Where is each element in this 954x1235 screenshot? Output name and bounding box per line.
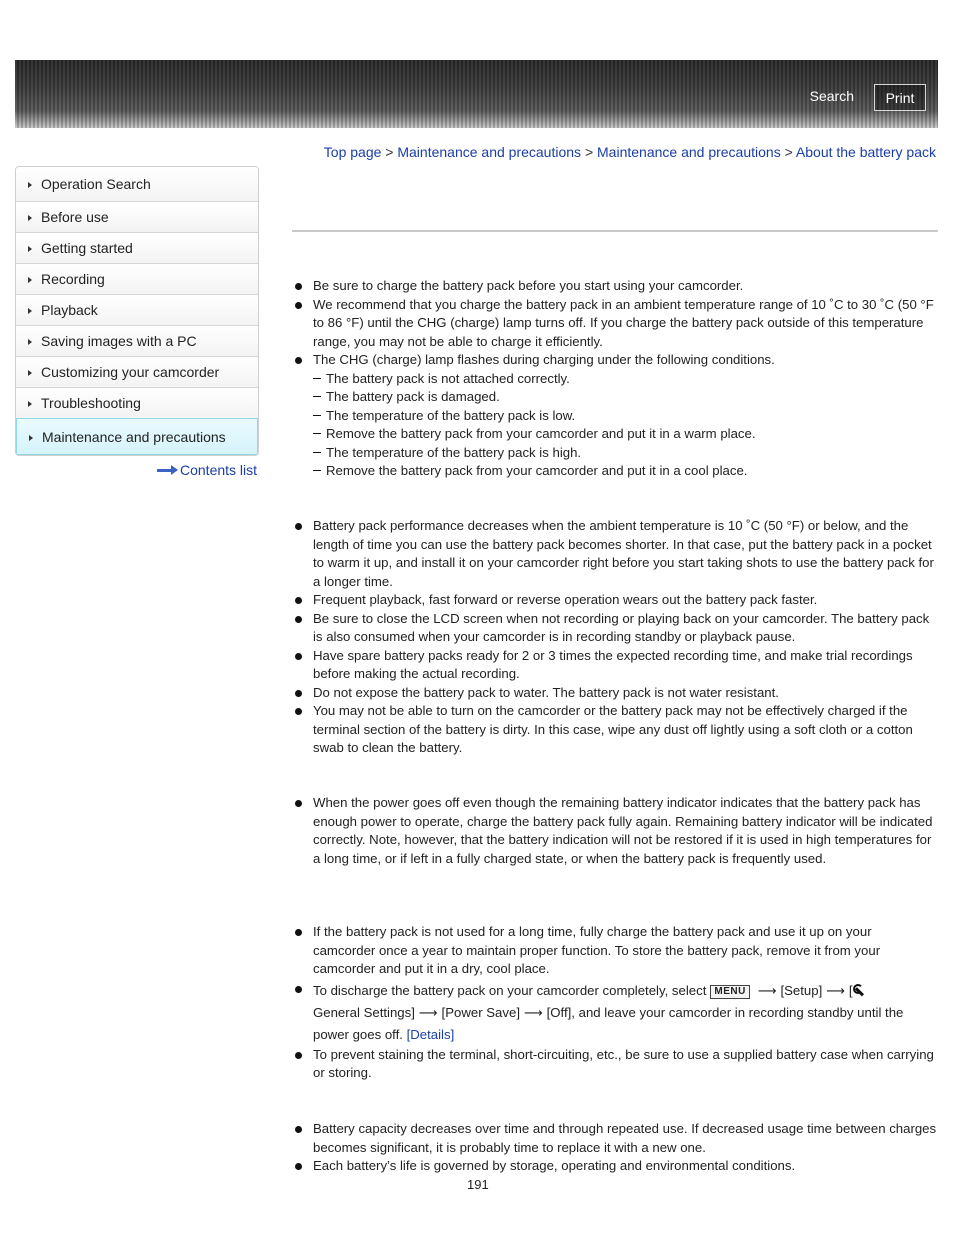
- sidebar-item-maintenance[interactable]: [16, 418, 258, 455]
- list-item: If the battery pack is not used for a long time, fully charge the battery pack and use it up on your camcorder once a year to maintain proper function. To store the battery pack, remove it from your camcorder and put it in a dry, cool place.: [292, 923, 937, 979]
- section-battery-indicator: [292, 794, 937, 868]
- sidebar-item-label: Customizing your camcorder: [41, 364, 220, 380]
- sidebar-item-label: Saving images with a PC: [41, 333, 197, 349]
- arrow-right-icon: ⟶: [757, 982, 777, 998]
- sidebar-item-operation-search[interactable]: [16, 167, 258, 201]
- list-item: Do not expose the battery pack to water. The battery pack is not water resistant.: [292, 684, 937, 703]
- sub-list-item: The battery pack is not attached correctly.: [292, 370, 937, 389]
- sidebar-item-customizing[interactable]: [16, 356, 258, 387]
- sidebar-item-before-use[interactable]: [16, 201, 258, 232]
- text: To discharge the battery pack on your camcorder completely, select: [313, 982, 707, 998]
- breadcrumb-maintenance-1[interactable]: Maintenance and precautions: [397, 144, 582, 160]
- details-link[interactable]: [Details]: [406, 1026, 455, 1042]
- sidebar-item-recording[interactable]: [16, 263, 258, 294]
- arrow-right-icon: ⟶: [523, 1004, 543, 1020]
- wrench-icon: [853, 984, 865, 996]
- triangle-right-icon: [28, 182, 32, 188]
- list-item: Battery capacity decreases over time and through repeated use. If decreased usage time between charges becomes significant, it is probably time to replace it with a new one.: [292, 1120, 937, 1157]
- list-item: Battery pack performance decreases when the ambient temperature is 10 ˚C (50 °F) or below, and the length of time you can use the battery pack becomes shorter. In that case, put the battery pack in a pocket to warm it up, and install it on your camcorder right before you start taking shots to use the battery pack for a longer time.: [292, 517, 937, 591]
- sub-list-item: Remove the battery pack from your camcorder and put it in a cool place.: [292, 462, 937, 481]
- text: [Off], and leave your camcorder in recording standby until the power goes off.: [313, 1004, 904, 1042]
- header-bar: [15, 60, 938, 128]
- list-item: When the power goes off even though the remaining battery indicator indicates that the battery pack has enough power to operate, charge the battery pack fully again. Remaining battery indicator will be indicated correctly. Note, however, that the battery indication will not be restored if it is used in high temperatures for a long time, or if left in a fully charged state, or when the battery pack is frequently used.: [292, 794, 937, 868]
- section-battery-life: [292, 1120, 937, 1176]
- breadcrumb-separator: >: [784, 144, 793, 160]
- arrow-right-icon: [157, 465, 179, 475]
- triangle-right-icon: [28, 339, 32, 345]
- breadcrumb-top-page[interactable]: Top page: [323, 144, 382, 160]
- sidebar-item-label: Getting started: [41, 240, 133, 256]
- title-divider: [292, 230, 938, 232]
- menu-icon: MENU: [710, 985, 749, 999]
- list-item: [292, 980, 937, 1046]
- sidebar-item-label: Before use: [41, 209, 109, 225]
- sidebar-item-label: Operation Search: [41, 176, 151, 192]
- text: [: [848, 982, 853, 998]
- breadcrumb-maintenance-2[interactable]: Maintenance and precautions: [597, 144, 781, 160]
- sub-list-item: Remove the battery pack from your camcorder and put it in a warm place.: [292, 425, 937, 444]
- sidebar-item-troubleshooting[interactable]: [16, 387, 258, 418]
- sidebar-nav: [15, 166, 259, 456]
- list-item: To prevent staining the terminal, short-circuiting, etc., be sure to use a supplied battery case when carrying or storing.: [292, 1046, 937, 1083]
- breadcrumb-separator: >: [584, 144, 594, 160]
- sidebar-item-label: Playback: [41, 302, 98, 318]
- breadcrumb-current[interactable]: About the battery pack: [795, 144, 936, 160]
- contents-list-link[interactable]: [157, 462, 257, 478]
- search-link[interactable]: Search: [809, 88, 854, 104]
- sub-list-item: The battery pack is damaged.: [292, 388, 937, 407]
- triangle-right-icon: [28, 215, 32, 221]
- text: [Setup]: [780, 982, 823, 998]
- sidebar-item-label: Troubleshooting: [41, 395, 141, 411]
- sidebar-item-label: Recording: [41, 271, 105, 287]
- list-item: The CHG (charge) lamp flashes during charging under the following conditions.: [292, 351, 937, 370]
- arrow-right-icon: ⟶: [826, 982, 845, 998]
- triangle-right-icon: [28, 308, 32, 314]
- triangle-right-icon: [28, 370, 32, 376]
- breadcrumb: [324, 144, 936, 160]
- section-charging: [292, 277, 937, 481]
- text: [Power Save]: [441, 1004, 520, 1020]
- sidebar-item-getting-started[interactable]: [16, 232, 258, 263]
- list-item: You may not be able to turn on the camcorder or the battery pack may not be effectively charged if the terminal section of the battery is dirty. In this case, wipe any dust off lightly using a soft cloth or a cotton swab to clean the battery.: [292, 702, 937, 758]
- triangle-right-icon: [29, 435, 33, 441]
- list-item: Have spare battery packs ready for 2 or 3 times the expected recording time, and make trial recordings before making the actual recording.: [292, 647, 937, 684]
- sub-list-item: The temperature of the battery pack is high.: [292, 444, 937, 463]
- section-storage: [292, 923, 937, 1083]
- list-item: Be sure to charge the battery pack before you start using your camcorder.: [292, 277, 937, 296]
- contents-list-label: Contents list: [180, 462, 258, 478]
- sidebar-item-saving-images[interactable]: [16, 325, 258, 356]
- sidebar-item-label: Maintenance and precautions: [42, 428, 226, 445]
- breadcrumb-separator: >: [385, 144, 394, 160]
- print-button[interactable]: Print: [874, 84, 926, 111]
- sub-list-item: The temperature of the battery pack is low.: [292, 407, 937, 426]
- list-item: Be sure to close the LCD screen when not recording or playing back on your camcorder. The battery pack is also consumed when your camcorder is in recording standby or playback pause.: [292, 610, 937, 647]
- triangle-right-icon: [28, 277, 32, 283]
- section-effective-use: [292, 517, 937, 758]
- sidebar-item-playback[interactable]: [16, 294, 258, 325]
- arrow-right-icon: ⟶: [418, 1004, 438, 1020]
- page-number: 191: [467, 1177, 489, 1192]
- triangle-right-icon: [28, 401, 32, 407]
- list-item: We recommend that you charge the battery pack in an ambient temperature range of 10 ˚C to 30 ˚C (50 °F to 86 °F) until the CHG (charge) lamp turns off. If you charge the battery pack outside of this temperature range, you may not be able to charge it efficiently.: [292, 296, 937, 352]
- triangle-right-icon: [28, 246, 32, 252]
- list-item: Frequent playback, fast forward or reverse operation wears out the battery pack faster.: [292, 591, 937, 610]
- text: General Settings]: [313, 1004, 415, 1020]
- list-item: Each battery’s life is governed by storage, operating and environmental conditions.: [292, 1157, 937, 1176]
